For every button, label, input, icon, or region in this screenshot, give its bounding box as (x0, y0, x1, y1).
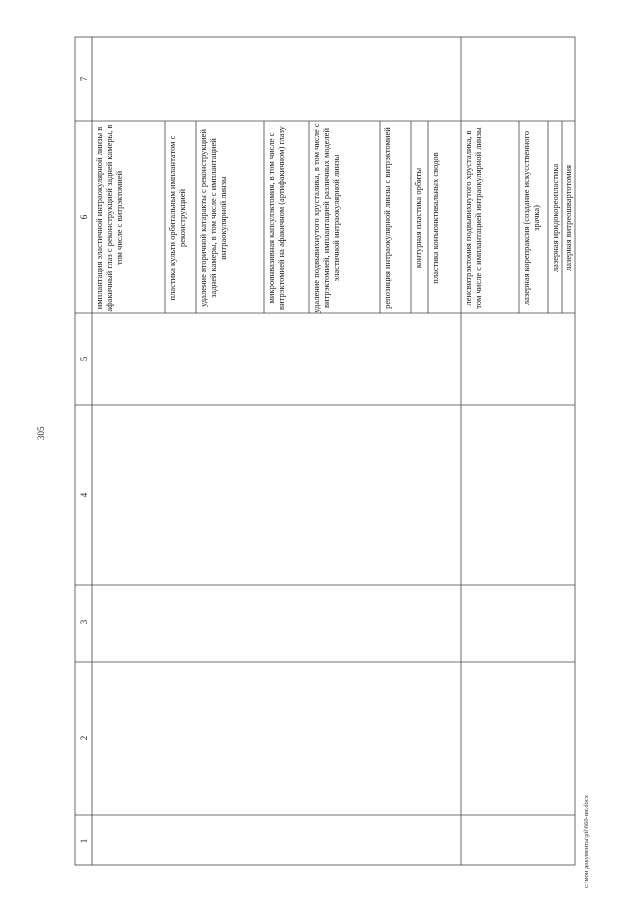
procedure-item: пластика культи орбитальным имплантатом с реконструкцией (167, 135, 187, 301)
column-header-6: 6 (79, 214, 89, 220)
column-header-2: 2 (79, 735, 89, 741)
column-header-1: 1 (79, 838, 89, 844)
procedure-item: контурная пластика орбиты (413, 167, 423, 269)
column-header-3: 3 (79, 619, 89, 625)
procedure-item: удаление подвывихнутого хрусталика, в том числе с витрэктомией, имплантацией различных моделей эластичной интраокулярной линзы (311, 123, 341, 313)
procedure-item: удаление вторичной катаракты с реконструкцией задней камеры, в том числе с имплантацией интраокулярной линзы (198, 129, 228, 307)
footer-file-path: c:\мои документы\ptl\660-нн.docx (583, 794, 590, 888)
procedure-item: лазерная иридокореопластика (550, 163, 560, 273)
procedure-item: лазерная витреошвартотомия (563, 164, 573, 272)
procedure-item: лазерная корепраксия (создание искусственного зрачка) (521, 130, 541, 306)
column-header-7: 7 (79, 76, 89, 82)
procedure-item: репозиция интраокулярной линзы с витрэктомией (382, 127, 392, 309)
procedure-item: пластика конъюнктивальных сводов (430, 152, 440, 284)
page-number: 305 (36, 426, 46, 440)
procedure-item: имплантация эластичной интраокулярной линзы в афакичный глаз с реконструкцией задней камеры, в том числе с витрэктомией (94, 124, 124, 312)
procedure-item: ленсвитрэктомия подвывихнутого хрусталика, в том числе с имплантацией интраокулярной линзы (463, 127, 483, 309)
column-header-4: 4 (79, 492, 89, 498)
procedure-item: микроинвазивная капсулэктомия, в том числе с витрэктомией на афакичном (артифакичном) глазу (266, 126, 286, 310)
column-header-5: 5 (79, 356, 89, 362)
